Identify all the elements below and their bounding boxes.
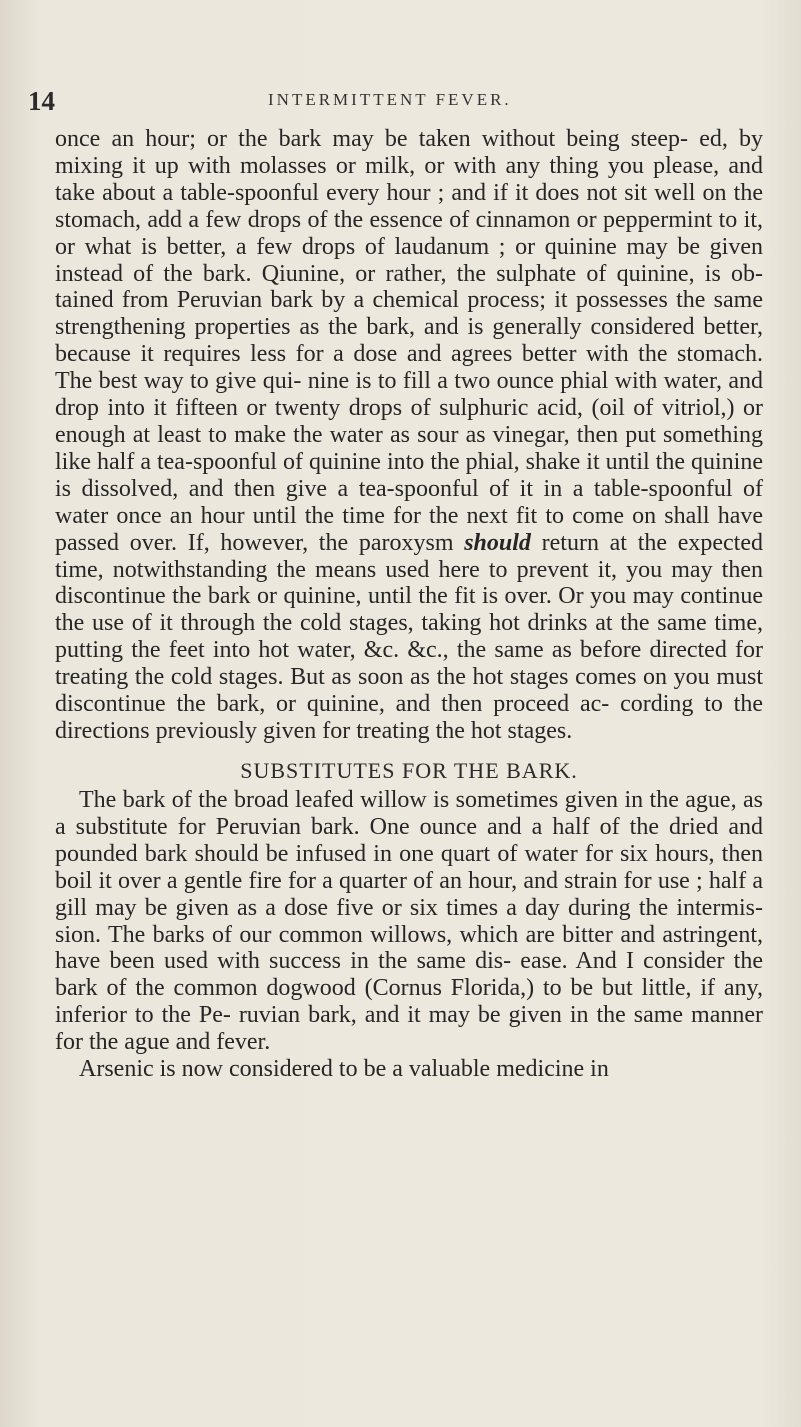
- section-text: [55, 787, 763, 1083]
- body-text: [55, 126, 763, 745]
- paragraph-1-rest: return at the expected time, notwithstanding the means used here to prevent it, you may then discontinue the bark or quinine, until the fit is over. Or you may continue the use of it through the cold stages, taking hot drinks at the same time, putting the feet into hot water, &c. &c., the same as before directed for treating the cold stages. But as soon as the hot stages comes on you must discontinue the bark, or quinine, and then proceed ac- cording to the directions previously given for treating the hot stages.: [55, 529, 764, 744]
- emphasis-should: should: [464, 529, 531, 556]
- page-header: [28, 86, 773, 116]
- paragraph-2: The bark of the broad leafed willow is sometimes given in the ague, as a substitute for Peruvian bark. One ounce and a half of the dried and pounded bark should be infused in one quart of water for six hours, then boil it over a gentle fire for a quarter of an hour, and strain for use ; half a gill may be given as a dose five or six times a day during the intermis- sion. The barks of our common willows, which are bitter and astringent, have been used with success in the same dis- ease. And I consider the bark of the common dogwood (Cornus Florida,) to be but little, if any, inferior to the Pe- ruvian bark, and it may be given in the same manner for the ague and fever.: [55, 787, 763, 1056]
- running-title: INTERMITTENT FEVER.: [268, 90, 512, 109]
- paragraph-1-start: once an hour; or the bark may be taken without being steep- ed, by mixing it up with molasses or milk, or with any thing you please, and take about a table-spoonful every hour ; and if it does not sit well on the stomach, add a few drops of the essence of cinnamon or peppermint to it, or what is better, a few drops of laudanum ; or quinine may be given instead of the bark. Qiunine, or rather, the sulphate of quinine, is ob- tained from Peruvian bark by a chemical process; it possesses the same strengthening properties as the bark, and is generally considered better, because it requires less for a dose and agrees better with the stomach. The best way to give qui- nine is to fill a two ounce phial with water, and drop into it fifteen or twenty drops of sulphuric acid, (oil of vitriol,) or enough at least to make the water as sour as vinegar, then put something like half a tea-spoonful of quinine into the phial, shake it until the quinine is dissolved, and then give a tea-spoonful of it in a table-spoonful of water once an hour until the time for the next fit to come on shall have passed over. If, however, the paroxysm: [55, 126, 763, 556]
- paragraph-3: Arsenic is now considered to be a valuable medicine in: [79, 1056, 609, 1083]
- page-number: 14: [28, 86, 55, 116]
- paragraph-1: [55, 126, 763, 745]
- section-heading: SUBSTITUTES FOR THE BARK.: [240, 758, 578, 783]
